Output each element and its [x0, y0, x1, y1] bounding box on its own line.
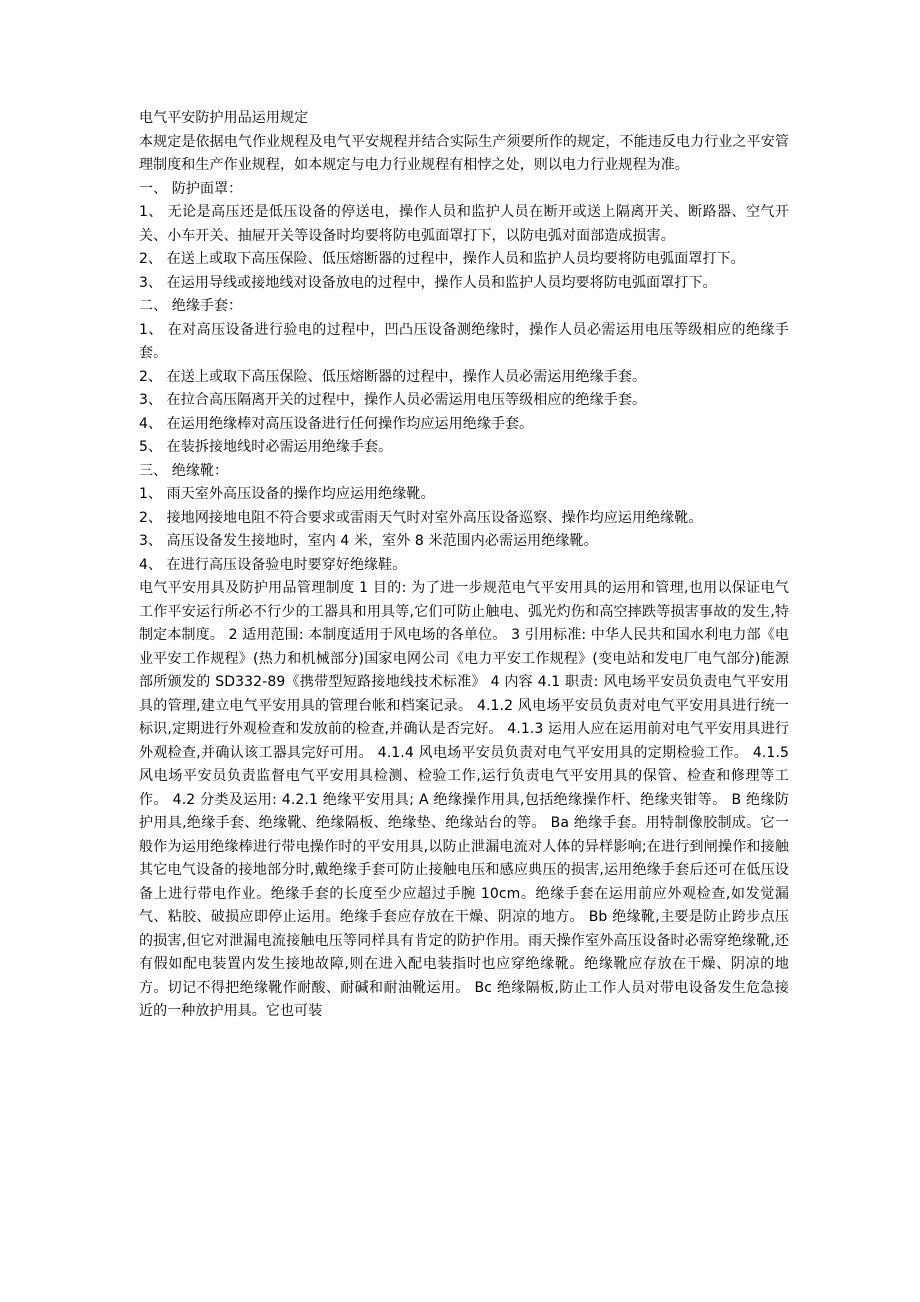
- list-item: 1、 在对高压设备进行验电的过程中，凹凸压设备测绝缘时，操作人员必需运用电压等级相应的绝缘手套。: [139, 321, 789, 361]
- list-item: 3、 在运用导线或接地线对设备放电的过程中，操作人员和监护人员均要将防电弧面罩打下。: [139, 274, 717, 291]
- list-item: 3、 在拉合高压隔离开关的过程中，操作人员必需运用电压等级相应的绝缘手套。: [139, 392, 647, 408]
- document-page: [139, 107, 789, 1024]
- section-heading-face-shield: 一、 防护面罩：: [139, 180, 243, 197]
- document-title: 电气平安防护用品运用规定: [139, 110, 309, 126]
- list-item: 4、 在运用绝缘棒对高压设备进行任何操作均应运用绝缘手套。: [139, 415, 534, 432]
- list-item: 4、 在进行高压设备验电时要穿好绝缘鞋。: [139, 556, 407, 573]
- list-item: 5、 在装拆接地线时必需运用绝缘手套。: [139, 439, 393, 455]
- list-item: 2、 在送上或取下高压保险、低压熔断器的过程中，操作人员和监护人员均要将防电弧面罩打下。: [139, 251, 745, 267]
- intro-paragraph: 本规定是依据电气作业规程及电气平安规程并结合实际生产须要所作的规定，不能违反电力行业之平安管理制度和生产作业规程，如本规定与电力行业规程有相悖之处，则以电力行业规程为准。: [139, 133, 789, 173]
- list-item: 2、 在送上或取下高压保险、低压熔断器的过程中，操作人员必需运用绝缘手套。: [139, 368, 647, 385]
- section-heading-insulating-gloves: 二、 绝缘手套：: [139, 298, 243, 314]
- list-item: 1、 无论是高压还是低压设备的停送电，操作人员和监护人员在断开或送上隔离开关、断路器、空气开关、小车开关、抽屉开关等设备时均要将防电弧面罩打下，以防电弧对面部造成损害。: [139, 204, 789, 244]
- section-heading-insulating-boots: 三、 绝缘靴：: [139, 462, 229, 479]
- list-item: 1、 雨天室外高压设备的操作均应运用绝缘靴。: [139, 486, 435, 502]
- list-item: 2、 接地网接地电阻不符合要求或雷雨天气时对室外高压设备巡察、操作均应运用绝缘靴。: [139, 509, 703, 526]
- list-item: 3、 高压设备发生接地时，室内 4 米，室外 8 米范围内必需运用绝缘靴。: [139, 533, 598, 549]
- body-paragraph: 电气平安用具及防护用品管理制度 1 目的: 为了进一步规范电气平安用具的运用和管理,也用以保证电气工作平安运行所必不行少的工器具和用具等,它们可防止触电、弧光灼伤和高空摔跌等损害事故的发生,特制定本制度。 2 适用范围: 本制度适用于风电场的各单位。 3 引用标准: 中华人民共和国水利电力部《电业平安工作规程》(热力和机械部分)国家电网公司《电力平安工作规程》(变电站和发电厂电气部分)能源部所颁发的 SD332-89《携带型短路接地线技术标准》 4 内容 4.1 职责: 风电场平安员负责电气平安用具的管理,建立电气平安用具的管理台帐和档案记录。 4.1.2 风电场平安员负责对电气平安用具进行统一标识,定期进行外观检查和发放前的检查,并确认是否完好。 4.1.3 运用人应在运用前对电气平安用具进行外观检查,并确认该工器具完好可用。 4.1.4 风电场平安员负责对电气平安用具的定期检验工作。 4.1.5 风电场平安员负责监督电气平安用具检测、检验工作,运行负责电气平安用具的保管、检查和修理等工作。 4.2 分类及运用: 4.2.1 绝缘平安用具; A 绝缘操作用具,包括绝缘操作杆、绝缘夹钳等。 B 绝缘防护用具,绝缘手套、绝缘靴、绝缘隔板、绝缘垫、绝缘站台的等。 Ba 绝缘手套。用特制像胶制成。它一般作为运用绝缘棒进行带电操作时的平安用具,以防止泄漏电流对人体的异样影响;在进行到闸操作和接触其它电气设备的接地部分时,戴绝缘手套可防止接触电压和感应典压的损害,运用绝缘手套后还可在低压设备上进行带电作业。绝缘手套的长度至少应超过手腕 10cm。绝缘手套在运用前应外观检查,如发觉漏气、粘胶、破损应即停止运用。绝缘手套应存放在干燥、阴凉的地方。 Bb 绝缘靴,主要是防止跨步点压的损害,但它对泄漏电流接触电压等同样具有肯定的防护作用。雨天操作室外高压设备时必需穿绝缘靴,还有假如配电装置内发生接地故障,则在进入配电装指时也应穿绝缘靴。绝缘靴应存放在干燥、阴凉的地方。切记不得把绝缘靴作耐酸、耐碱和耐油靴运用。 Bc 绝缘隔板,防止工作人员对带电设备发生危急接近的一种放护用具。它也可装: [139, 580, 789, 1019]
